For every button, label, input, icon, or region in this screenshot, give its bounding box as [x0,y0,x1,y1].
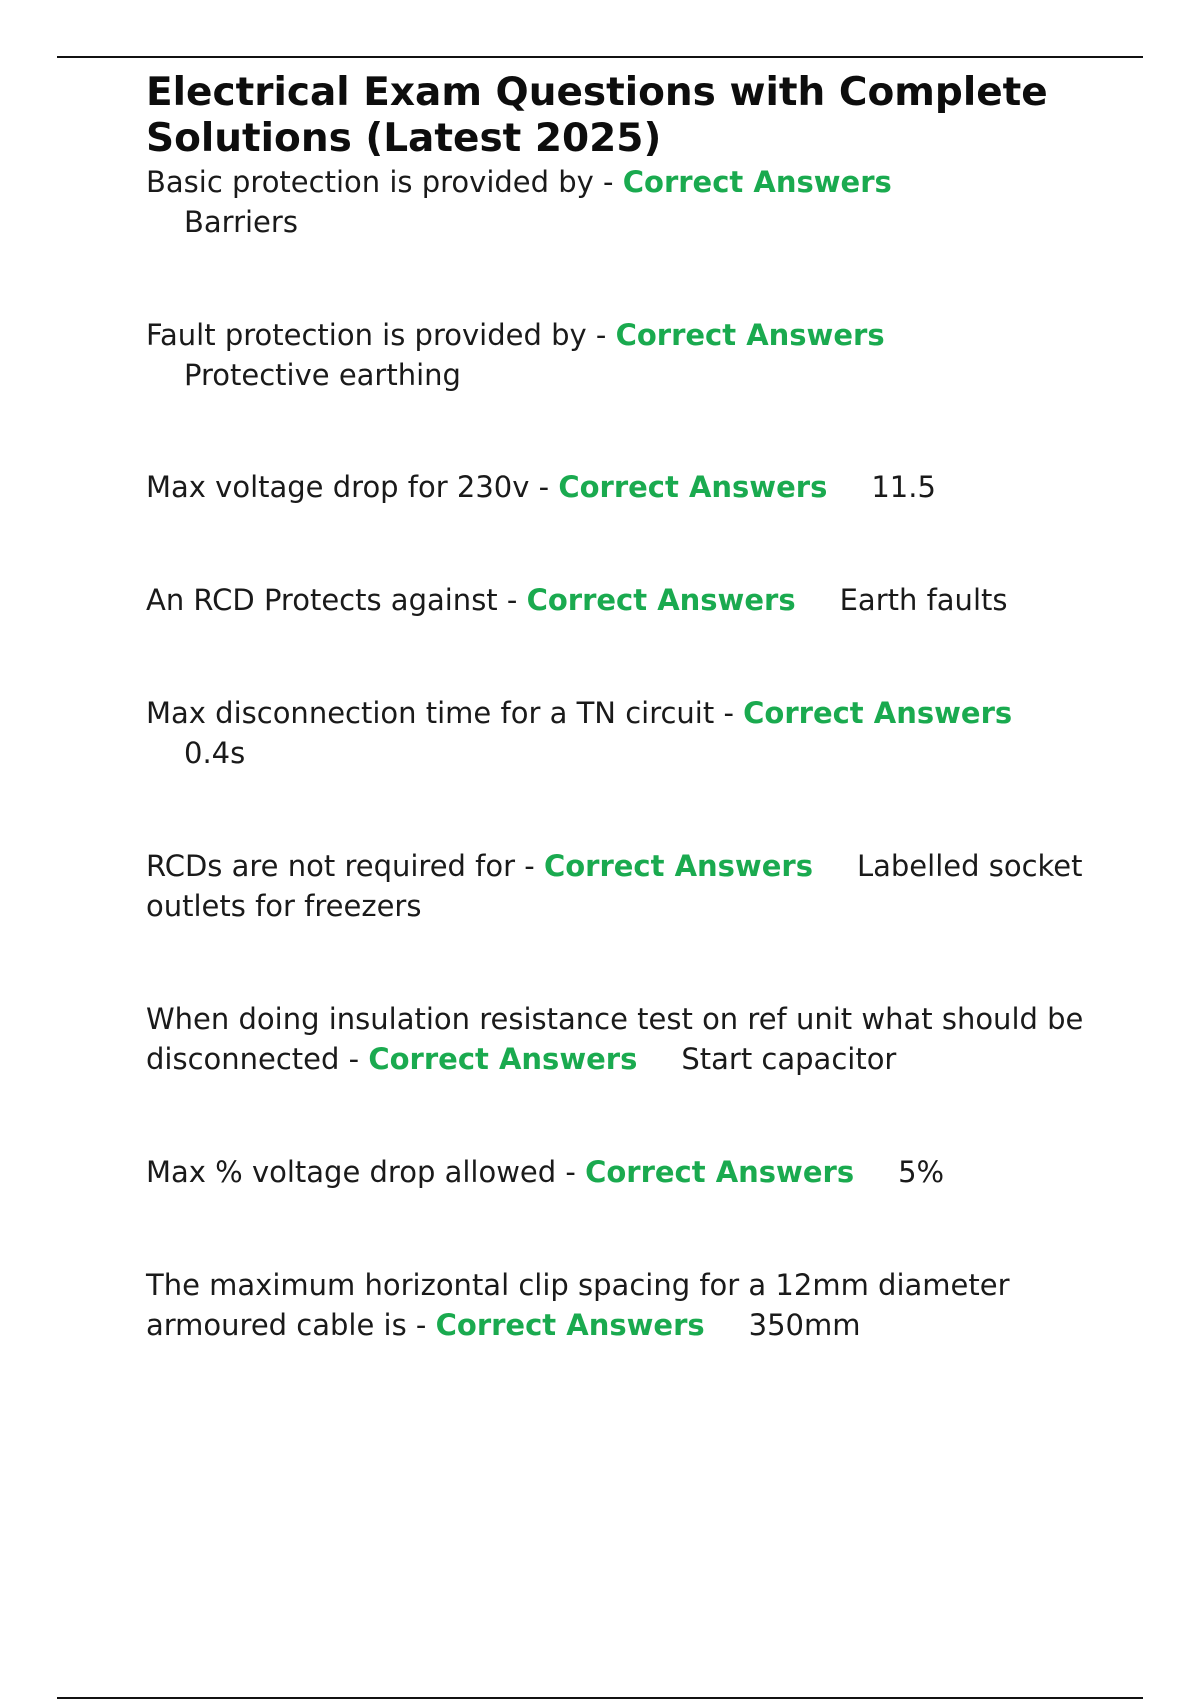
answer-text: Barriers [184,205,298,239]
top-rule [57,56,1143,58]
qa-item-2 [146,315,1086,395]
qa-item-7 [146,999,1086,1079]
answer-text: Labelled socket outlets for freezers [146,849,1083,923]
correct-answers-label: Correct Answers [743,696,1013,730]
correct-answers-label: Correct Answers [558,470,828,504]
qa-item-8 [146,1152,1086,1192]
qa-item-3 [146,467,1086,507]
answer-text: 0.4s [184,736,246,770]
question-text: An RCD Protects against - [146,583,527,617]
answer-text: Protective earthing [184,358,461,392]
question-text: When doing insulation resistance test on ref unit what should be disconnected - [146,1002,1084,1076]
document-body [146,70,1086,1345]
correct-answers-label: Correct Answers [526,583,796,617]
question-text: The maximum horizontal clip spacing for a 12mm diameter armoured cable is - [146,1268,1010,1342]
page-title: Electrical Exam Questions with Complete Solutions (Latest 2025) [146,70,1048,161]
correct-answers-label: Correct Answers [543,849,813,883]
answer-text: 11.5 [871,470,936,504]
correct-answers-label: Correct Answers [622,165,892,199]
qa-item-9 [146,1265,1086,1345]
correct-answers-label: Correct Answers [615,318,885,352]
bottom-rule [57,1697,1143,1699]
question-text: Max disconnection time for a TN circuit - [146,696,744,730]
question-text: RCDs are not required for - [146,849,544,883]
correct-answers-label: Correct Answers [435,1308,705,1342]
question-text: Max % voltage drop allowed - [146,1155,586,1189]
correct-answers-label: Correct Answers [368,1042,638,1076]
qa-item-6 [146,846,1086,926]
question-text: Basic protection is provided by - [146,165,623,199]
answer-text: Start capacitor [681,1042,897,1076]
question-text: Fault protection is provided by - [146,318,616,352]
answer-text: 350mm [748,1308,861,1342]
answer-text: 5% [898,1155,945,1189]
qa-item-1 [146,162,1086,242]
qa-item-4 [146,580,1086,620]
correct-answers-label: Correct Answers [585,1155,855,1189]
question-text: Max voltage drop for 230v - [146,470,559,504]
answer-text: Earth faults [839,583,1008,617]
qa-item-5 [146,693,1086,773]
